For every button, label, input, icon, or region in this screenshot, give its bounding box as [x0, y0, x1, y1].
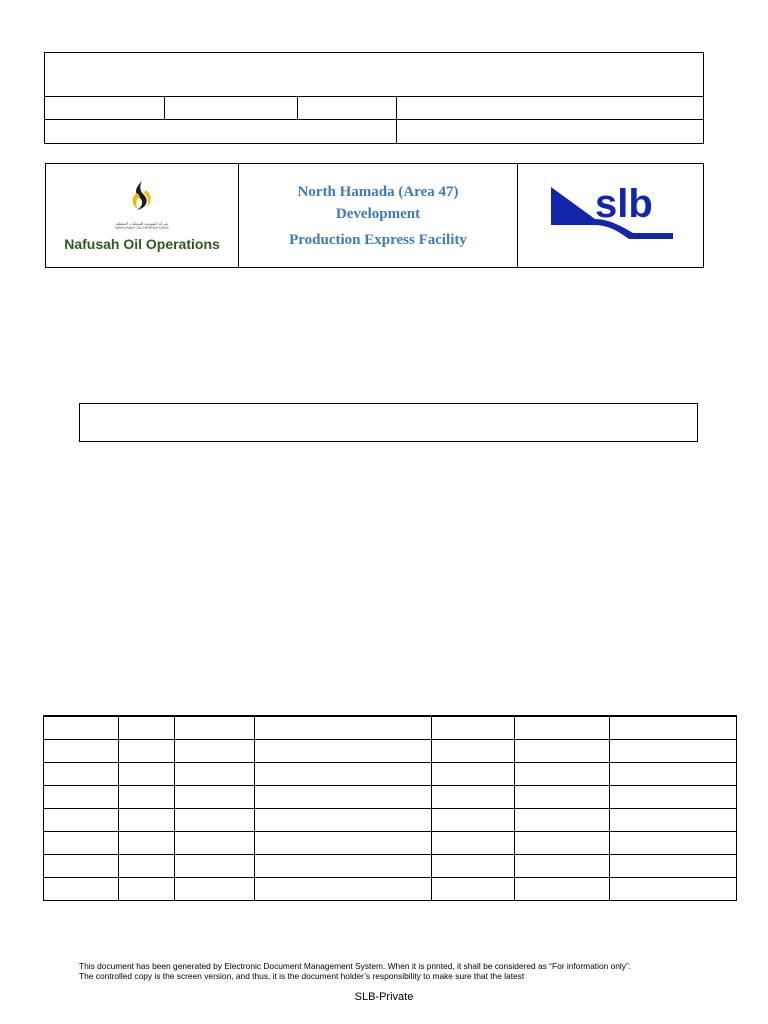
slb-logo [549, 183, 673, 243]
metadata-title-row [45, 53, 704, 97]
footer-disclaimer [79, 961, 719, 981]
metadata-cell [45, 120, 397, 144]
table-row [44, 786, 737, 809]
metadata-cell [45, 96, 165, 120]
table-cell [255, 716, 432, 740]
nafusah-flame-logo [125, 179, 159, 217]
metadata-cell [397, 120, 704, 144]
table-cell [432, 716, 515, 740]
table-cell [610, 716, 737, 740]
table-row [44, 832, 737, 855]
table-cell [44, 716, 119, 740]
metadata-row [45, 120, 704, 144]
document-metadata-table [44, 52, 704, 144]
table-row [44, 809, 737, 832]
footer-disclaimer-line-2: The controlled copy is the screen version, and thus, it is the document holder’s responsibility to make sure that the latest [79, 971, 525, 981]
table-cell [175, 716, 255, 740]
metadata-title-cell [45, 53, 704, 97]
metadata-cell [298, 96, 397, 120]
table-row [44, 716, 737, 740]
classification-label: SLB-Private [354, 991, 414, 1003]
slb-logo-cell [518, 164, 704, 268]
header-band [45, 163, 704, 268]
project-title-line-1: North Hamada (Area 47) [297, 183, 459, 200]
project-title-line-2: Development [335, 205, 421, 222]
metadata-row [45, 96, 704, 120]
table-row [44, 878, 737, 901]
logo-arabic-caption: شركة النفوسة للعمليات النفطية [115, 221, 169, 226]
nafusah-logo-cell [46, 164, 239, 268]
footer-disclaimer-line-1: This document has been generated by Electronic Document Management System. When it is printed, it shall be considered as “For information only”. [79, 961, 632, 971]
company-name: Nafusah Oil Operations [64, 236, 220, 252]
slb-logo-text: slb [594, 183, 653, 226]
project-title-cell [239, 164, 518, 268]
table-row [44, 740, 737, 763]
table-cell [515, 716, 610, 740]
metadata-cell [165, 96, 298, 120]
table-row [44, 763, 737, 786]
document-title-box [79, 403, 698, 442]
table-row [44, 855, 737, 878]
logo-english-caption: NAFUSAH OIL OPERATIONS [115, 225, 169, 230]
table-cell [119, 716, 175, 740]
revision-table [43, 715, 737, 901]
project-title-line-3: Production Express Facility [289, 231, 467, 248]
metadata-cell [397, 96, 704, 120]
